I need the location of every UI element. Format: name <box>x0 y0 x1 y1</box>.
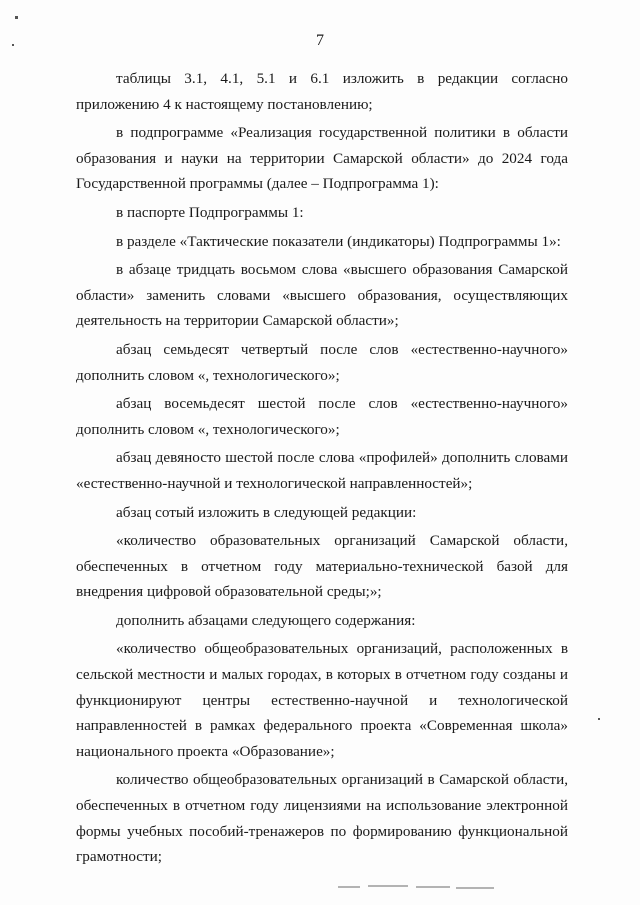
paragraph: в абзаце тридцать восьмом слова «высшего образования Самарской области» заменить словами «высшего образования, осуществляющих деятельность на территории Самарской области»; <box>76 261 568 330</box>
paragraph: абзац восемьдесят шестой после слов «естественно-научного» дополнить словом «, технологического»; <box>76 395 568 438</box>
paragraph: количество общеобразовательных организаций в Самарской области, обеспеченных в отчетном году лицензиями на использование электронной формы учебных пособий-тренажеров по формированию функциональной грамотности; <box>76 771 568 866</box>
paragraph: абзац сотый изложить в следующей редакции: <box>116 503 417 521</box>
document-body <box>76 66 568 870</box>
paragraph: в паспорте Подпрограммы 1: <box>116 203 304 221</box>
scan-speck <box>598 718 600 720</box>
paragraph: в подпрограмме «Реализация государственной политики в области образования и науки на территории Самарской области» до 2024 года Государственной программы (далее – Подпрограмма 1): <box>76 124 568 193</box>
paragraph: в разделе «Тактические показатели (индикаторы) Подпрограммы 1»: <box>116 232 561 250</box>
page-number: 7 <box>316 32 324 49</box>
paragraph: «количество образовательных организаций Самарской области, обеспеченных в отчетном году материально-технической базой для внедрения цифровой образовательной среды;»; <box>76 532 568 601</box>
paragraph: таблицы 3.1, 4.1, 5.1 и 6.1 изложить в редакции согласно приложению 4 к настоящему постановлению; <box>76 70 568 113</box>
scan-speck <box>15 16 18 19</box>
paragraph: «количество общеобразовательных организаций, расположенных в сельской местности и малых городах, в которых в отчетном году созданы и функционируют центры естественно-научной и технологической направленностей в рамках федерального проекта «Современная школа» национального проекта «Образование»; <box>76 640 568 760</box>
paragraph: абзац девяносто шестой после слова «профилей» дополнить словами «естественно-научной и технологической направленностей»; <box>76 449 568 492</box>
paragraph: абзац семьдесят четвертый после слов «естественно-научного» дополнить словом «, технологического»; <box>76 340 568 384</box>
scan-artifact <box>338 884 498 892</box>
paragraph: дополнить абзацами следующего содержания: <box>116 611 416 629</box>
